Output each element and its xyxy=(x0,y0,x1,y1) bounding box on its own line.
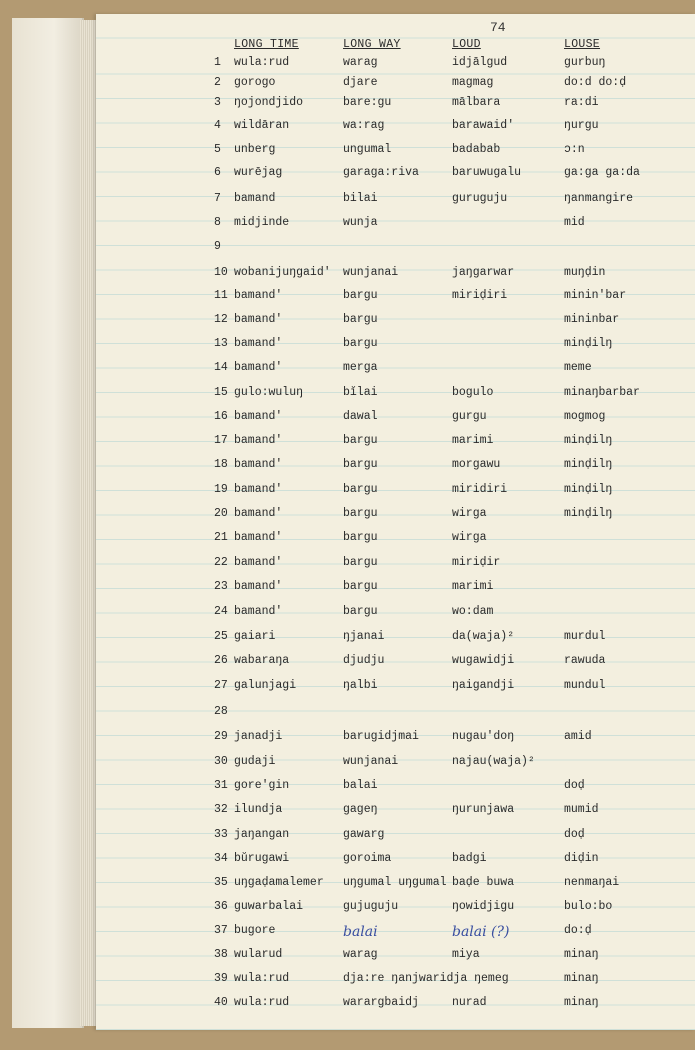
row-cell-c4: do:d do:ḍ xyxy=(564,76,627,89)
row-cell-c4: ra:di xyxy=(564,96,599,109)
row-number: 23 xyxy=(214,580,228,593)
row-cell-c4: mundul xyxy=(564,679,606,692)
row-number: 18 xyxy=(214,458,228,471)
row-cell-c2: wa:rag xyxy=(343,119,385,132)
row-number: 13 xyxy=(214,337,228,350)
row-cell-c4: mogmog xyxy=(564,410,606,423)
row-cell-c4: ga:ga ga:da xyxy=(564,166,640,179)
row-number: 1 xyxy=(214,56,221,69)
row-cell-c4: doḍ xyxy=(564,828,585,841)
row-number: 7 xyxy=(214,192,221,205)
row-cell-c1: bamand' xyxy=(234,605,283,618)
row-number: 20 xyxy=(214,507,228,520)
row-cell-c3: wirga xyxy=(452,531,487,544)
row-cell-c3: jaŋgarwar xyxy=(452,266,515,279)
row-cell-c4: nenmaŋai xyxy=(564,876,620,889)
row-cell-c2: bargu xyxy=(343,580,378,593)
row-cell-c4: minin'bar xyxy=(564,289,627,302)
row-cell-c1: bamand' xyxy=(234,410,283,423)
row-cell-c1: gorogo xyxy=(234,76,276,89)
row-number: 15 xyxy=(214,386,228,399)
header-long-way: LONG WAY xyxy=(343,38,401,51)
row-cell-c4: minaŋ xyxy=(564,996,599,1009)
row-cell-c2: bĭlai xyxy=(343,386,378,399)
row-cell-c1: wula:rud xyxy=(234,972,290,985)
row-cell-c1: bugore xyxy=(234,924,276,937)
row-cell-c4: meme xyxy=(564,361,592,374)
row-cell-c3: gurgu xyxy=(452,410,487,423)
row-cell-c2: warag xyxy=(343,56,378,69)
row-cell-c1: wula:rud xyxy=(234,996,290,1009)
binder-edge xyxy=(12,18,84,1028)
row-cell-c1: gore'gin xyxy=(234,779,290,792)
row-cell-c1: bamand' xyxy=(234,580,283,593)
row-cell-c3: ŋowidjigu xyxy=(452,900,515,913)
row-number: 12 xyxy=(214,313,228,326)
header-loud: LOUD xyxy=(452,38,481,51)
row-cell-c4: mininbar xyxy=(564,313,620,326)
row-cell-c4: minḍilŋ xyxy=(564,337,613,350)
row-cell-c3: nurad xyxy=(452,996,487,1009)
row-number: 33 xyxy=(214,828,228,841)
row-number: 21 xyxy=(214,531,228,544)
row-cell-c1: ilundja xyxy=(234,803,283,816)
row-number: 2 xyxy=(214,76,221,89)
row-cell-c3: mālbara xyxy=(452,96,501,109)
row-cell-c3: wirga xyxy=(452,507,487,520)
header-louse: LOUSE xyxy=(564,38,601,51)
row-cell-c4: amid xyxy=(564,730,592,743)
row-cell-c4: doḍ xyxy=(564,779,585,792)
row-cell-c2: gujuguju xyxy=(343,900,399,913)
row-cell-c2: garaga:riva xyxy=(343,166,419,179)
row-number: 6 xyxy=(214,166,221,179)
row-cell-c1: uŋgaḍamalemer xyxy=(234,876,324,889)
row-cell-c1: bŭrugawi xyxy=(234,852,290,865)
row-cell-c3: barawaid' xyxy=(452,119,515,132)
row-cell-c3: miriḍiri xyxy=(452,289,508,302)
row-cell-c2: ungumal xyxy=(343,143,392,156)
row-cell-c3: miya xyxy=(452,948,480,961)
row-cell-c2: bargu xyxy=(343,605,378,618)
row-cell-c1: guwarbalai xyxy=(234,900,304,913)
row-cell-c4: ŋanmangire xyxy=(564,192,634,205)
row-cell-c1: unberg xyxy=(234,143,276,156)
row-cell-c2: wunjanai xyxy=(343,755,399,768)
row-cell-c1: wula:rud xyxy=(234,56,290,69)
row-cell-c2: bilai xyxy=(343,192,378,205)
row-number: 22 xyxy=(214,556,228,569)
row-cell-c2: bare:gu xyxy=(343,96,392,109)
row-cell-c3: da(waja)² xyxy=(452,630,515,643)
row-number: 31 xyxy=(214,779,228,792)
row-cell-c2: dja:re ŋanjwaridja ŋemeg xyxy=(343,972,509,985)
row-cell-c2: balai xyxy=(343,779,378,792)
row-cell-c1: wurējag xyxy=(234,166,283,179)
row-cell-c4: rawuda xyxy=(564,654,606,667)
row-cell-c4: gurbuŋ xyxy=(564,56,606,69)
row-cell-c3: bogulo xyxy=(452,386,494,399)
row-number: 28 xyxy=(214,705,228,718)
row-cell-c2: barugidjmai xyxy=(343,730,419,743)
row-cell-c2: goroima xyxy=(343,852,392,865)
row-number: 32 xyxy=(214,803,228,816)
row-cell-c2: bargu xyxy=(343,458,378,471)
row-cell-c3: baruwugalu xyxy=(452,166,522,179)
row-number: 14 xyxy=(214,361,228,374)
row-number: 39 xyxy=(214,972,228,985)
row-cell-c3: miriḍir xyxy=(452,556,501,569)
row-cell-c3: marimi xyxy=(452,434,494,447)
row-cell-c2: wunjanai xyxy=(343,266,399,279)
row-number: 26 xyxy=(214,654,228,667)
row-cell-c4: muŋḍin xyxy=(564,266,606,279)
row-cell-c4: mumid xyxy=(564,803,599,816)
row-cell-c4: diḍin xyxy=(564,852,599,865)
row-cell-c3: idjālgud xyxy=(452,56,508,69)
row-cell-c4: minaŋ xyxy=(564,948,599,961)
row-cell-c4: murdul xyxy=(564,630,606,643)
row-cell-c2: bargu xyxy=(343,289,378,302)
row-number: 16 xyxy=(214,410,228,423)
row-cell-c1: bamand' xyxy=(234,507,283,520)
row-cell-c2: warargbaidj xyxy=(343,996,419,1009)
row-cell-c1: wobanijuŋgaid' xyxy=(234,266,331,279)
page-number: 74 xyxy=(490,20,506,35)
row-number: 29 xyxy=(214,730,228,743)
row-cell-c1: wabaraŋa xyxy=(234,654,290,667)
row-number: 27 xyxy=(214,679,228,692)
row-cell-c2: bargu xyxy=(343,434,378,447)
row-number: 34 xyxy=(214,852,228,865)
row-number: 17 xyxy=(214,434,228,447)
row-number: 3 xyxy=(214,96,221,109)
row-cell-c2: dawal xyxy=(343,410,378,423)
row-cell-c4: do:ḍ xyxy=(564,924,592,937)
row-cell-c3: ŋurunjawa xyxy=(452,803,515,816)
row-number: 11 xyxy=(214,289,228,302)
row-cell-c1: gulo:wuluŋ xyxy=(234,386,304,399)
row-number: 4 xyxy=(214,119,221,132)
row-cell-c2: ŋalbi xyxy=(343,679,378,692)
row-cell-c2: djudju xyxy=(343,654,385,667)
row-cell-c1: bamand' xyxy=(234,483,283,496)
row-cell-c3: balai (?) xyxy=(452,924,510,940)
row-cell-c2: bargu xyxy=(343,337,378,350)
row-cell-c2: warag xyxy=(343,948,378,961)
row-cell-c1: bamand' xyxy=(234,313,283,326)
row-cell-c3: baḍe buwa xyxy=(452,876,515,889)
row-number: 37 xyxy=(214,924,228,937)
row-cell-c4: bulo:bo xyxy=(564,900,613,913)
row-cell-c4: minaŋbarbar xyxy=(564,386,640,399)
row-cell-c1: bamand xyxy=(234,192,276,205)
row-cell-c1: bamand' xyxy=(234,337,283,350)
row-number: 35 xyxy=(214,876,228,889)
row-cell-c4: ŋurgu xyxy=(564,119,599,132)
row-cell-c2: gageŋ xyxy=(343,803,378,816)
row-cell-c3: nugau'doŋ xyxy=(452,730,515,743)
row-cell-c1: bamand' xyxy=(234,458,283,471)
row-cell-c4: minḍilŋ xyxy=(564,507,613,520)
row-cell-c4: ɔ:n xyxy=(564,143,585,156)
row-number: 36 xyxy=(214,900,228,913)
row-cell-c2: merga xyxy=(343,361,378,374)
row-cell-c3: wo:dam xyxy=(452,605,494,618)
row-cell-c4: minaŋ xyxy=(564,972,599,985)
row-cell-c2: bargu xyxy=(343,556,378,569)
row-cell-c4: minḍilŋ xyxy=(564,458,613,471)
row-cell-c2: bargu xyxy=(343,507,378,520)
row-cell-c3: marimi xyxy=(452,580,494,593)
row-cell-c1: bamand' xyxy=(234,531,283,544)
row-cell-c1: bamand' xyxy=(234,556,283,569)
row-cell-c1: midjinde xyxy=(234,216,290,229)
row-cell-c3: morgawu xyxy=(452,458,501,471)
row-cell-c1: galunjagi xyxy=(234,679,297,692)
row-number: 8 xyxy=(214,216,221,229)
row-cell-c2: ŋjanai xyxy=(343,630,385,643)
row-cell-c1: jaŋangan xyxy=(234,828,290,841)
row-cell-c2: wunja xyxy=(343,216,378,229)
row-cell-c1: janadji xyxy=(234,730,283,743)
row-cell-c2: uŋgumal uŋgumal xyxy=(343,876,447,889)
row-cell-c1: ŋojondjido xyxy=(234,96,304,109)
row-cell-c1: bamand' xyxy=(234,361,283,374)
row-cell-c3: badgi xyxy=(452,852,487,865)
row-number: 30 xyxy=(214,755,228,768)
row-cell-c1: bamand' xyxy=(234,434,283,447)
row-number: 19 xyxy=(214,483,228,496)
row-number: 5 xyxy=(214,143,221,156)
row-cell-c1: wularud xyxy=(234,948,283,961)
row-cell-c2: balai xyxy=(343,924,378,940)
row-cell-c4: minḍilŋ xyxy=(564,483,613,496)
row-number: 25 xyxy=(214,630,228,643)
row-cell-c2: djare xyxy=(343,76,378,89)
header-long-time: LONG TIME xyxy=(234,38,299,51)
row-cell-c4: minḍilŋ xyxy=(564,434,613,447)
row-cell-c2: bargu xyxy=(343,483,378,496)
row-number: 40 xyxy=(214,996,228,1009)
row-cell-c3: miridiri xyxy=(452,483,508,496)
row-number: 9 xyxy=(214,240,221,253)
row-cell-c1: gaiari xyxy=(234,630,276,643)
row-cell-c3: ŋaigandji xyxy=(452,679,515,692)
row-number: 38 xyxy=(214,948,228,961)
row-cell-c3: guruguju xyxy=(452,192,508,205)
row-cell-c2: bargu xyxy=(343,313,378,326)
row-number: 24 xyxy=(214,605,228,618)
row-cell-c4: mid xyxy=(564,216,585,229)
row-number: 10 xyxy=(214,266,228,279)
row-cell-c1: wildāran xyxy=(234,119,290,132)
row-cell-c3: najau(waja)² xyxy=(452,755,535,768)
row-cell-c2: gawarg xyxy=(343,828,385,841)
row-cell-c3: magmag xyxy=(452,76,494,89)
row-cell-c1: bamand' xyxy=(234,289,283,302)
row-cell-c3: badabab xyxy=(452,143,501,156)
row-cell-c1: gudaji xyxy=(234,755,276,768)
row-cell-c3: wugawidji xyxy=(452,654,515,667)
row-cell-c2: bargu xyxy=(343,531,378,544)
